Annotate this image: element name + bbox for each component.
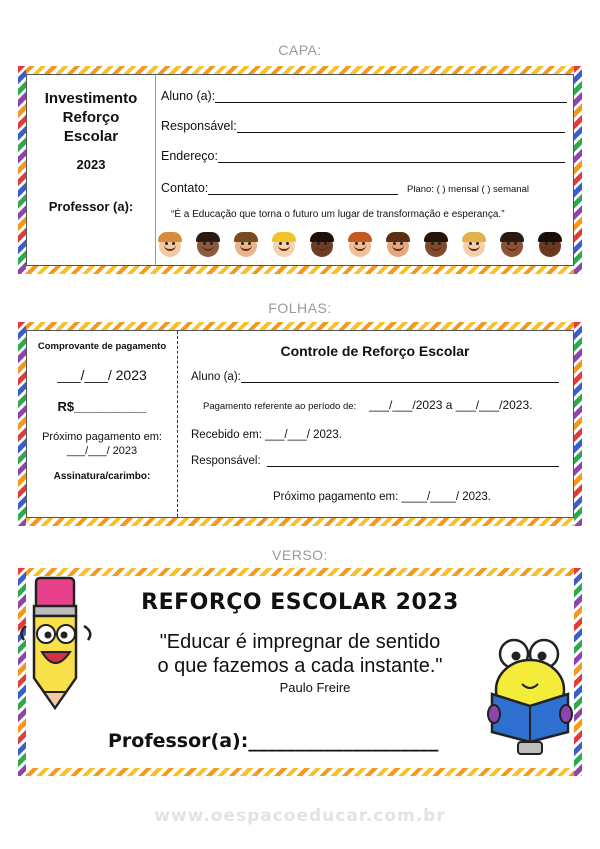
folhas-responsavel-label: Responsável:	[191, 455, 261, 467]
capa-responsavel-label: Responsável:	[161, 119, 237, 133]
underline	[218, 162, 565, 163]
capa-left-column	[27, 75, 156, 265]
folhas-receipt-stub	[27, 331, 178, 517]
verso-author: Paulo Freire	[279, 680, 351, 695]
capa-inner	[26, 74, 574, 266]
kid-face-icon	[387, 235, 409, 257]
lightbulb-reading-icon	[486, 634, 584, 758]
folhas-pagamento-label: Pagamento referente ao período de:	[203, 401, 357, 412]
kid-face-icon	[539, 235, 561, 257]
verso-quote-line2: o que fazemos a cada instante."	[157, 655, 443, 677]
underline	[208, 194, 398, 195]
receipt-next-label: Próximo pagamento em:	[42, 431, 162, 443]
folhas-aluno-label: Aluno (a):	[191, 371, 241, 383]
kid-face-icon	[273, 235, 295, 257]
kid-face-icon	[235, 235, 257, 257]
capa-professor-label: Professor (a):	[48, 199, 134, 214]
capa-quote: “É a Educação que torna o futuro um lugar de transformação e esperança.”	[171, 209, 505, 220]
verso-professor[interactable]: Professor(a):____________________	[108, 730, 439, 752]
capa-title	[27, 89, 155, 146]
receipt-date[interactable]: ___/___/ 2023	[57, 367, 147, 383]
capa-contato-label: Contato:	[161, 181, 209, 195]
capa-card	[18, 66, 582, 274]
kid-face-icon	[159, 235, 181, 257]
folhas-recebido[interactable]: Recebido em: ___/___/ 2023.	[191, 429, 342, 441]
right-border	[574, 322, 582, 526]
capa-title-line3: Escolar	[63, 128, 119, 145]
kid-face-icon	[311, 235, 333, 257]
underline	[267, 466, 559, 467]
folhas-inner	[26, 330, 574, 518]
kids-faces-row	[157, 235, 567, 263]
folhas-proximo[interactable]: Próximo pagamento em: ____/____/ 2023.	[273, 491, 492, 503]
footer-website: www.oespacoeducar.com.br	[154, 806, 446, 826]
folhas-responsavel-field[interactable]	[191, 455, 559, 467]
section-label-verso: VERSO:	[272, 547, 328, 563]
capa-responsavel-field[interactable]	[161, 119, 565, 133]
left-border	[18, 66, 26, 274]
kid-face-icon	[501, 235, 523, 257]
capa-endereco-label: Endereço:	[161, 149, 218, 163]
verso-quote-line1: "Educar é impregnar de sentido	[159, 631, 441, 653]
section-label-capa: CAPA:	[278, 42, 322, 58]
capa-aluno-label: Aluno (a):	[161, 89, 216, 103]
receipt-amount[interactable]: R$__________	[57, 399, 147, 414]
receipt-signature[interactable]: Assinatura/carimbo:	[53, 471, 151, 482]
capa-endereco-field[interactable]	[161, 149, 565, 163]
section-label-folhas: FOLHAS:	[268, 300, 332, 316]
capa-title-line2: Reforço	[62, 109, 120, 126]
kid-face-icon	[197, 235, 219, 257]
capa-aluno-field[interactable]	[161, 89, 567, 103]
underline	[237, 132, 565, 133]
folhas-card	[18, 322, 582, 526]
underline	[241, 382, 559, 383]
receipt-next-date[interactable]: ___/___/ 2023	[66, 445, 138, 457]
underline	[215, 102, 567, 103]
kid-face-icon	[425, 235, 447, 257]
capa-contato-field[interactable]	[161, 181, 398, 195]
folhas-periodo[interactable]: ___/___/2023 a ___/___/2023.	[369, 398, 533, 412]
capa-plano[interactable]: Plano: ( ) mensal ( ) semanal	[407, 184, 529, 195]
pencil-character-icon	[14, 574, 106, 714]
folhas-title: Controle de Reforço Escolar	[280, 343, 470, 359]
kid-face-icon	[349, 235, 371, 257]
receipt-title: Comprovante de pagamento	[37, 341, 167, 352]
capa-year: 2023	[76, 157, 106, 172]
folhas-aluno-field[interactable]	[191, 371, 559, 383]
right-border	[574, 66, 582, 274]
left-border	[18, 322, 26, 526]
capa-title-line1: Investimento	[44, 90, 138, 107]
verso-title: REFORÇO ESCOLAR 2023	[141, 590, 459, 615]
kid-face-icon	[463, 235, 485, 257]
